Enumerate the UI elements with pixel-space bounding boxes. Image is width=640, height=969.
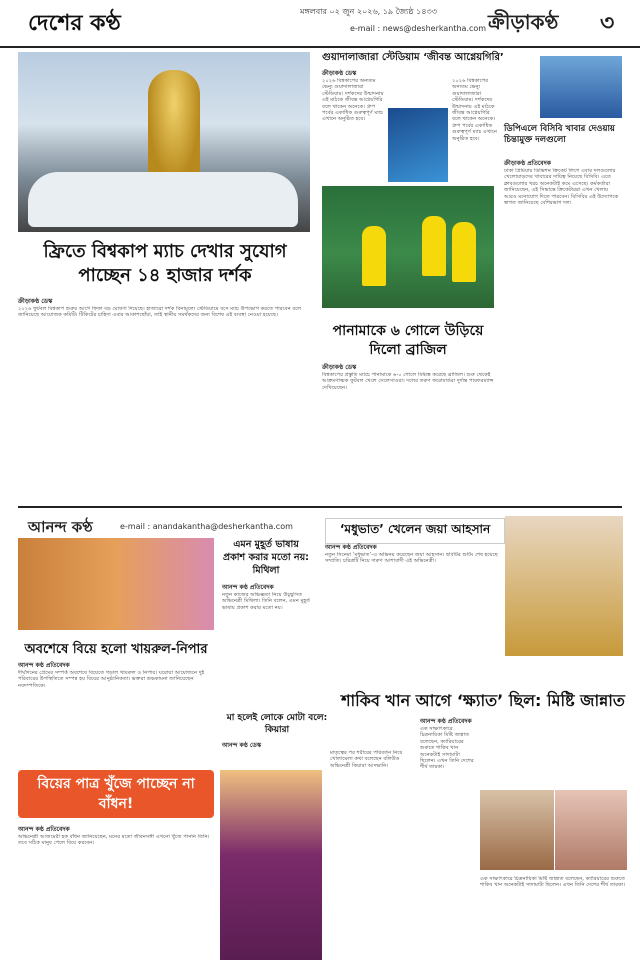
section-title: ক্রীড়াকণ্ঠ: [488, 10, 559, 34]
player-shape: [422, 216, 446, 276]
kiara-headline: মা হলেই লোকে মোটা বলে: কিয়ারা: [226, 713, 328, 735]
dateline: মঙ্গলবার ০২ জুন ২০২৬, ১৯ জ্যৈষ্ঠ ১৪৩৩: [300, 7, 437, 16]
bride-headline: বিয়ের পাত্র খুঁজে পাচ্ছেন না বাঁধন!: [18, 770, 214, 818]
mithila-headline: এমন মুহূর্ত ভাষায় প্রকাশ করার মতো নয়: মিথিলা: [223, 539, 309, 576]
lead-photo: [18, 52, 310, 232]
kiara-byline: আনন্দ কণ্ঠ ডেস্ক: [222, 742, 262, 749]
car-shape: [28, 172, 298, 227]
shakib-byline: আনন্দ কণ্ঠ প্রতিবেদক: [420, 718, 472, 725]
wedding-photo: [18, 538, 214, 630]
joya-headline: ‘মধুভাত’ খেলেন জয়া আহসান: [325, 518, 505, 544]
shakib-body: এক সাক্ষাৎকারে চিত্রনায়িকা মিষ্টি জান্নাত বলেছেন, ক্যারিয়ারের শুরুতে শাকিব খান অনেকটাই সাদামাটা ছিলেন। এখন তিনি দেশের শীর্ষ তারকা।: [420, 726, 474, 771]
right-headline: ডিপিএলে বিসিবি খাবার দেওয়ায় চিন্তামুক্ত দলগুলো: [504, 124, 615, 145]
stadium-poster: [388, 108, 448, 182]
section-divider: [18, 506, 622, 508]
mithila-byline: আনন্দ কণ্ঠ প্রতিবেদক: [222, 584, 274, 591]
player-shape: [452, 222, 476, 282]
masthead: দেশের কণ্ঠ: [28, 10, 121, 36]
bride-body: অভিনেত্রী আজমেরী হক বাঁধন জানিয়েছেন, মনের মতো জীবনসঙ্গী এখনো খুঁজে পাননি তিনি। তবে সঠিক মানুষ পেলে বিয়ে করবেন।: [18, 834, 210, 847]
bride-byline: আনন্দ কণ্ঠ প্রতিবেদক: [18, 826, 70, 833]
shakib-photo: [480, 790, 554, 870]
brazil-photo: [322, 186, 494, 308]
brazil-body: বিশ্বকাপের প্রস্তুতি ম্যাচে পানামাকে ৬-০ গোলে বিধ্বস্ত করেছে ব্রাজিল। শুরু থেকেই আক্রমণাত্মক ফুটবল খেলে সেলেসাওরা। দলের তরুণ ফরোয়ার্ডরা দুর্দান্ত পারফরম্যান্স দেখিয়েছেন।: [322, 372, 494, 391]
player-shape: [362, 226, 386, 286]
right-body: ঢাকা প্রিমিয়ার ডিভিশন ক্রিকেট লিগে এবার দলগুলোর খেলোয়াড়দের খাবারের দায়িত্ব নিয়েছে বিসিবি। এতে ক্লাবগুলোর খরচ অনেকটাই কমে এসেছে। কর্মকর্তারা জানিয়েছেন, এই সিদ্ধান্তে ক্রিকেটাররা এখন খেলায় আরও মনোযোগ দিতে পারবেন। বিসিবির এই উদ্যোগকে স্বাগত জানিয়েছে বেশিরভাগ দল।: [504, 168, 619, 207]
mishti-photo: [555, 790, 627, 870]
page-number: ৩: [600, 11, 615, 36]
brazil-headline: পানামাকে ৬ গোলে উড়িয়ে দিলো ব্রাজিল: [332, 323, 484, 358]
wedding-byline: আনন্দ কণ্ঠ প্রতিবেদক: [18, 662, 70, 669]
mithila-body: নতুন কাজের অভিজ্ঞতা নিয়ে উচ্ছ্বসিত অভিনেত্রী মিথিলা। তিনি বলেন, এমন মুহূর্ত ভাষায় প্রকাশ করার মতো নয়।: [222, 592, 310, 611]
lead-byline: ক্রীড়াকণ্ঠ ডেস্ক: [18, 298, 53, 305]
lead-headline: ফ্রিতে বিশ্বকাপ ম্যাচ দেখার সুযোগ পাচ্ছেন ১৪ হাজার দর্শক: [43, 241, 287, 286]
entertainment-title: আনন্দ কণ্ঠ: [28, 518, 93, 536]
wedding-headline: অবশেষে বিয়ে হলো খায়রুল-নিপার: [24, 642, 208, 657]
brazil-byline: ক্রীড়াকণ্ঠ ডেস্ক: [322, 364, 357, 371]
kiara-body: মাতৃত্বের পর শরীরের পরিবর্তন নিয়ে খোলামেলা কথা বলেছেন বলিউড অভিনেত্রী কিয়ারা আদভানি।: [330, 750, 403, 769]
shakib-body-2: এক সাক্ষাৎকারে চিত্রনায়িকা মিষ্টি জান্নাত বলেছেন, ক্যারিয়ারের শুরুতে শাকিব খান অনেকটাই সাদামাটা ছিলেন। এখন তিনি দেশের শীর্ষ তারকা।: [480, 876, 626, 889]
stadium-headline: গুয়াদালাজারা স্টেডিয়াম ‘জীবন্ত আগ্নেয়গিরি’: [322, 52, 504, 63]
stadium-body: ২০২৬ বিশ্বকাপের অন্যতম ভেন্যু গুয়াদালাজারা স্টেডিয়াম। দর্শকদের উন্মাদনায় এই মাঠকে জীবন্ত আগ্নেয়গিরি বলে থাকেন অনেকে। গ্রুপ পর্বের একাধিক গুরুত্বপূর্ণ ম্যাচ এখানে অনুষ্ঠিত হবে।: [322, 78, 384, 123]
wedding-body: দীর্ঘদিনের প্রেমের সম্পর্ক অবশেষে বিয়েতে গড়াল খায়রুল ও নিপার। ঘরোয়া আয়োজনে দুই পরিবারের উপস্থিতিতে সম্পন্ন হয় বিয়ের আনুষ্ঠানিকতা। ভক্তরা শুভকামনা জানিয়েছেন নবদম্পতিকে।: [18, 670, 205, 689]
stadium-byline: ক্রীড়াকণ্ঠ ডেস্ক: [322, 70, 357, 77]
stadium-body-2: ২০২৬ বিশ্বকাপের অন্যতম ভেন্যু গুয়াদালাজারা স্টেডিয়াম। দর্শকদের উন্মাদনায় এই মাঠকে জীবন্ত আগ্নেয়গিরি বলে থাকেন অনেকে। গ্রুপ পর্বের একাধিক গুরুত্বপূর্ণ ম্যাচ এখানে অনুষ্ঠিত হবে।: [452, 78, 497, 142]
joya-byline: আনন্দ কণ্ঠ প্রতিবেদক: [325, 544, 377, 551]
lead-body: ২০২৬ ফুটবল বিশ্বকাপ শুরুর আগে ফিফা বড় ঘোষণা দিয়েছে। হাজারো দর্শক বিনামূল্যে স্টেডিয়ামে বসে ম্যাচ উপভোগ করতে পারবেন বলে জানিয়েছে আয়োজক কমিটি। টিকিটের চাহিদা এবার আকাশছোঁয়া, তাই স্থানীয় সমর্থকদের জন্য বিশেষ এই ব্যবস্থা নেওয়া হয়েছে।: [18, 306, 302, 319]
entertainment-email: e-mail : anandakantha@desherkantha.com: [120, 522, 293, 531]
page-header: [0, 0, 640, 48]
right-byline: ক্রীড়াকণ্ঠ প্রতিবেদক: [504, 160, 551, 167]
saree-photo: [220, 770, 322, 960]
trophy-icon: [148, 70, 200, 180]
person-photo: [540, 56, 622, 118]
joya-photo: [505, 516, 623, 656]
joya-body: নতুন সিনেমা ‘মধুভাত’-এ অভিনয় করেছেন জয়া আহসান। ছবিটির শুটিং শেষ হয়েছে সম্প্রতি। চরিত্রটি নিয়ে দারুণ আশাবাদী এই অভিনেত্রী।: [325, 552, 498, 565]
header-email: e-mail : news@desherkantha.com: [350, 24, 487, 33]
shakib-headline: শাকিব খান আগে ‘ক্ষ্যাত’ ছিল: মিষ্টি জান্নাত: [341, 691, 625, 710]
